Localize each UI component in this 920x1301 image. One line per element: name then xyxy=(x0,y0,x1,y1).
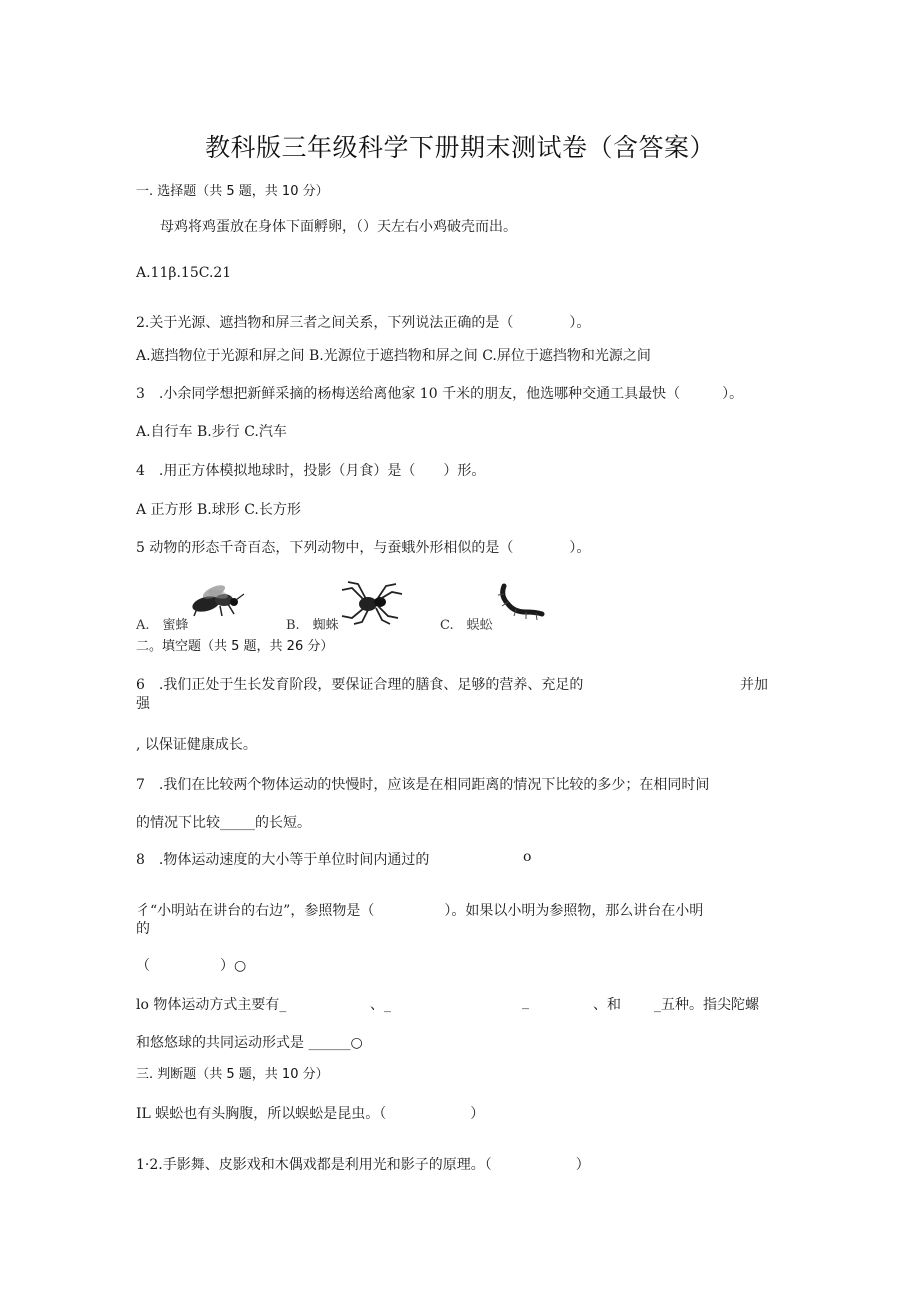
question-6-line-2: 强 xyxy=(136,696,150,712)
question-6-line-1: 6 .我们正处于生长发育阶段，要保证合理的膳食、足够的营养、充足的 xyxy=(136,677,584,693)
question-8: 8 .物体运动速度的大小等于单位时间内通过的 xyxy=(136,852,430,868)
question-9-line-1: 彳“小明站在讲台的右边”，参照物是（ ）。如果以小明为参照物，那么讲台在小明 xyxy=(136,903,704,919)
question-4-options: A 正方形 B.球形 C.长方形 xyxy=(136,502,301,518)
question-10-blank-2: 、_ xyxy=(370,997,391,1013)
question-2: 2.关于光源、遮挡物和屏三者之间关系，下列说法正确的是（ ）。 xyxy=(136,315,591,331)
option-c xyxy=(440,578,556,636)
question-1: 母鸡将鸡蛋放在身体下面孵卵，（）天左右小鸡破壳而出。 xyxy=(160,219,517,235)
option-b xyxy=(286,578,416,636)
option-b-label: B. 蜘蛛 xyxy=(286,618,339,633)
question-6-line-3: , 以保证健康成长。 xyxy=(136,737,257,753)
question-11: IL 蜈蚣也有头胸腹，所以蜈蚣是昆虫。（ ） xyxy=(136,1106,485,1122)
question-5-pictures xyxy=(136,578,556,636)
question-6-line-1-end: 并加 xyxy=(740,677,768,693)
question-2-options: A.遮挡物位于光源和屏之间 B.光源位于遮挡物和屏之间 C.屏位于遮挡物和光源之间 xyxy=(136,348,651,364)
question-10-blank-4: 、和 xyxy=(593,997,621,1013)
question-1-options: A.11β.15C.21 xyxy=(136,265,232,281)
question-4: 4 .用正方体模拟地球时，投影（月食）是（ ）形。 xyxy=(136,463,486,479)
question-10-line-2: 和悠悠球的共同运动形式是 ______○ xyxy=(136,1035,363,1051)
question-8-end: o xyxy=(523,849,532,865)
spider-icon xyxy=(338,580,408,626)
option-c-label: C. 蜈蚣 xyxy=(440,618,493,633)
question-9-line-2: 的 xyxy=(136,921,150,937)
option-a xyxy=(136,578,266,636)
question-10-line-1-end: _五种。指尖陀螺 xyxy=(654,997,759,1013)
page-title: 教科版三年级科学下册期末测试卷（含答案） xyxy=(204,133,715,162)
question-10-blank-3: _ xyxy=(522,994,529,1010)
question-5: 5 动物的形态千奇百态，下列动物中，与蚕蛾外形相似的是（ ）。 xyxy=(136,540,591,556)
question-3: 3 .小余同学想把新鲜采摘的杨梅送给离他家 10 千米的朋友，他选哪种交通工具最快（ ）。 xyxy=(136,386,744,402)
question-3-options: A.自行车 B.步行 C.汽车 xyxy=(136,424,287,440)
centipede-icon xyxy=(496,582,546,626)
question-9-line-3: （ ）○ xyxy=(136,958,247,974)
question-7-line-1: 7 .我们在比较两个物体运动的快慢时，应该是在相同距离的情况下比较的多少；在相同时间 xyxy=(136,777,710,793)
section-heading-choice: 一. 选择题（共 5 题，共 10 分） xyxy=(136,184,329,199)
option-a-label: A. 蜜蜂 xyxy=(136,618,189,633)
section-heading-fill: 二。填空题（共 5 题，共 26 分） xyxy=(136,639,334,654)
question-10-line-1: lo 物体运动方式主要有_ xyxy=(136,997,287,1013)
question-7-line-2: 的情况下比较_____的长短。 xyxy=(136,815,311,831)
bee-icon xyxy=(184,582,250,622)
question-12: 1·2.手影舞、皮影戏和木偶戏都是利用光和影子的原理。（ ） xyxy=(136,1157,590,1173)
section-heading-judge: 三. 判断题（共 5 题，共 10 分） xyxy=(136,1067,329,1082)
